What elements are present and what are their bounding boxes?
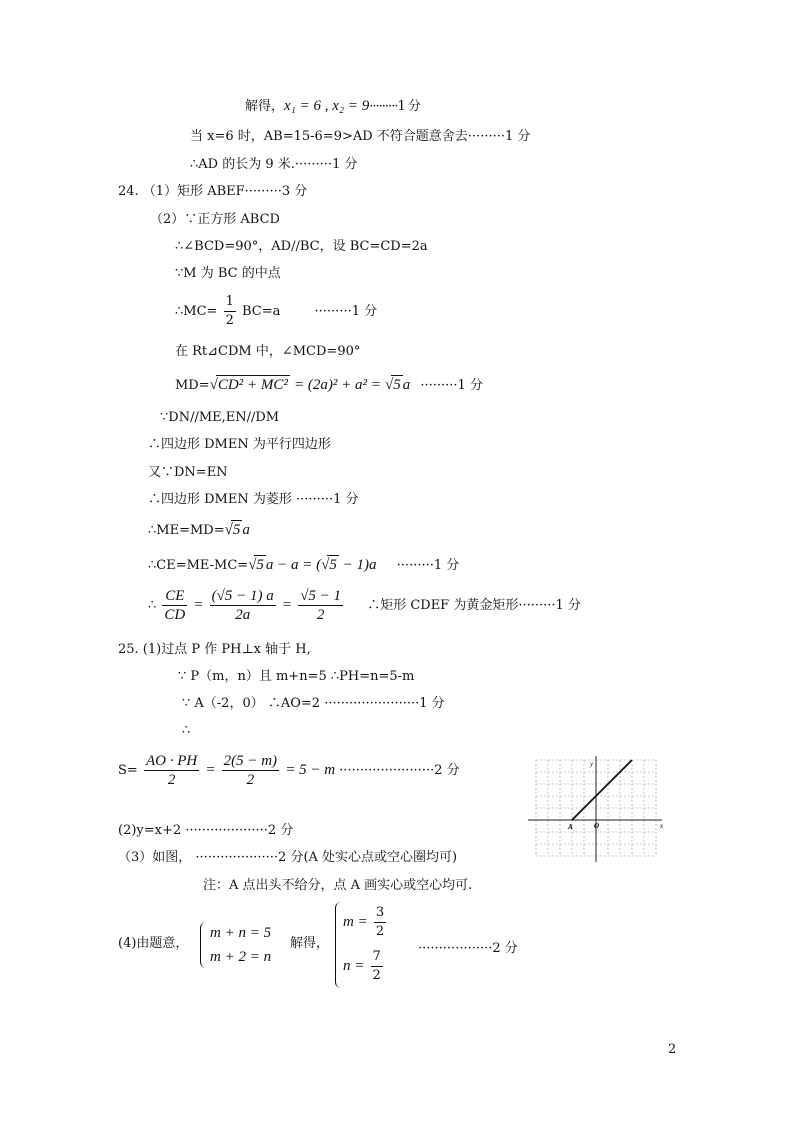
solve-label: 解得， xyxy=(290,936,330,951)
origin-label: O xyxy=(594,822,600,830)
page-number: 2 xyxy=(668,1042,677,1057)
coordinate-graph xyxy=(528,756,668,862)
q25-line2: ∵ P（m，n）且 m+n=5 ∴PH=n=5-m xyxy=(178,669,415,684)
x-axis-label: x xyxy=(660,822,664,830)
q25-part4-score: ··················2 分 xyxy=(418,941,518,956)
line-discard: 当 x=6 时，AB=15-6=9>AD 不符合题意舍去·········1 分 xyxy=(190,129,531,144)
line-solution: 解得，x₁ = 6 , x₂ = 9·········1 分 xyxy=(245,98,420,114)
fraction: $\frac{7}{2}$ xyxy=(372,949,381,983)
q24-line11: ∴四边形 DMEN 为菱形 ·········1 分 xyxy=(148,492,359,507)
q25-area: S= $\frac{AO \cdot PH}{2}$ = $\frac{2(5 - m)}{2}$ = 5 − m ·······················2 分 xyxy=(118,753,460,788)
fraction: $\frac{2(5 - m)}{2}$ xyxy=(223,753,278,788)
q24-golden: ∴ $\frac{CE}{CD}$ = $\frac{(√5 - 1) a}{2a}$ = $\frac{√5 - 1}{2}$ ∴矩形 CDEF 为黄金矩形·········1 分 xyxy=(148,588,581,623)
q24-part1: 24. （1）矩形 ABEF·········3 分 xyxy=(118,184,308,199)
equation-system: m + n = 5 m + 2 = n xyxy=(200,922,280,968)
line-ad-length: ∴AD 的长为 9 米.·········1 分 xyxy=(190,157,358,172)
solution-system: m = $\frac{3}{2}$ n = $\frac{7}{2}$ xyxy=(335,902,395,988)
q24-ce: ∴CE=ME-MC=√5 a − a = (√5 − 1)a ·········1 分 xyxy=(148,557,460,573)
fraction: $\frac{CE}{CD}$ xyxy=(164,588,186,623)
q25-line3: ∵ A（-2，0） ∴AO=2 ·······················1 分 xyxy=(182,696,445,711)
q24-me: ∴ME=MD=√5 a xyxy=(148,522,250,538)
q24-line9: ∴四边形 DMEN 为平行四边形 xyxy=(148,437,331,452)
q25-part3: （3）如图， ····················2 分(A 处实心点或空心圈均可) xyxy=(118,850,458,865)
q25-part1: 25. (1)过点 P 作 PH⊥x 轴于 H, xyxy=(118,642,311,657)
q24-part2: （2）∵正方形 ABCD xyxy=(150,212,280,227)
q24-line4: ∵M 为 BC 的中点 xyxy=(175,266,281,281)
q24-line8: ∵DN//ME,EN//DM xyxy=(160,410,280,425)
fraction: $\frac{AO \cdot PH}{2}$ xyxy=(145,753,198,788)
q24-md: MD=√CD² + MC² = (2a)² + a² = √5 a ·········1 分 xyxy=(175,377,483,393)
q25-note: 注：A 点出头不给分，点 A 画实心或空心均可. xyxy=(203,878,473,893)
fraction: $\frac{√5 - 1}{2}$ xyxy=(300,588,342,623)
y-axis-label: y xyxy=(590,760,594,768)
fraction: $\frac{3}{2}$ xyxy=(375,905,385,939)
q24-mc: ∴MC= $\frac{1}{2}$ BC=a ·········1 分 xyxy=(175,294,378,328)
q25-part2: (2)y=x+2 ····················2 分 xyxy=(118,823,294,838)
brace xyxy=(200,922,207,968)
point-a-label: A xyxy=(568,823,573,831)
q24-line3: ∴∠BCD=90°，AD//BC，设 BC=CD=2a xyxy=(175,239,428,254)
fraction: $\frac{(√5 - 1) a}{2a}$ xyxy=(211,588,274,623)
q24-line6: 在 Rt⊿CDM 中，∠MCD=90° xyxy=(175,344,361,359)
fraction: $\frac{1}{2}$ xyxy=(225,294,234,328)
q24-line10: 又∵DN=EN xyxy=(148,465,228,480)
q25-part4-label: (4)由题意， xyxy=(118,936,189,951)
q25-line4: ∴ xyxy=(182,723,191,738)
brace xyxy=(335,902,342,988)
line-y-eq-x-plus-2 xyxy=(572,760,632,820)
